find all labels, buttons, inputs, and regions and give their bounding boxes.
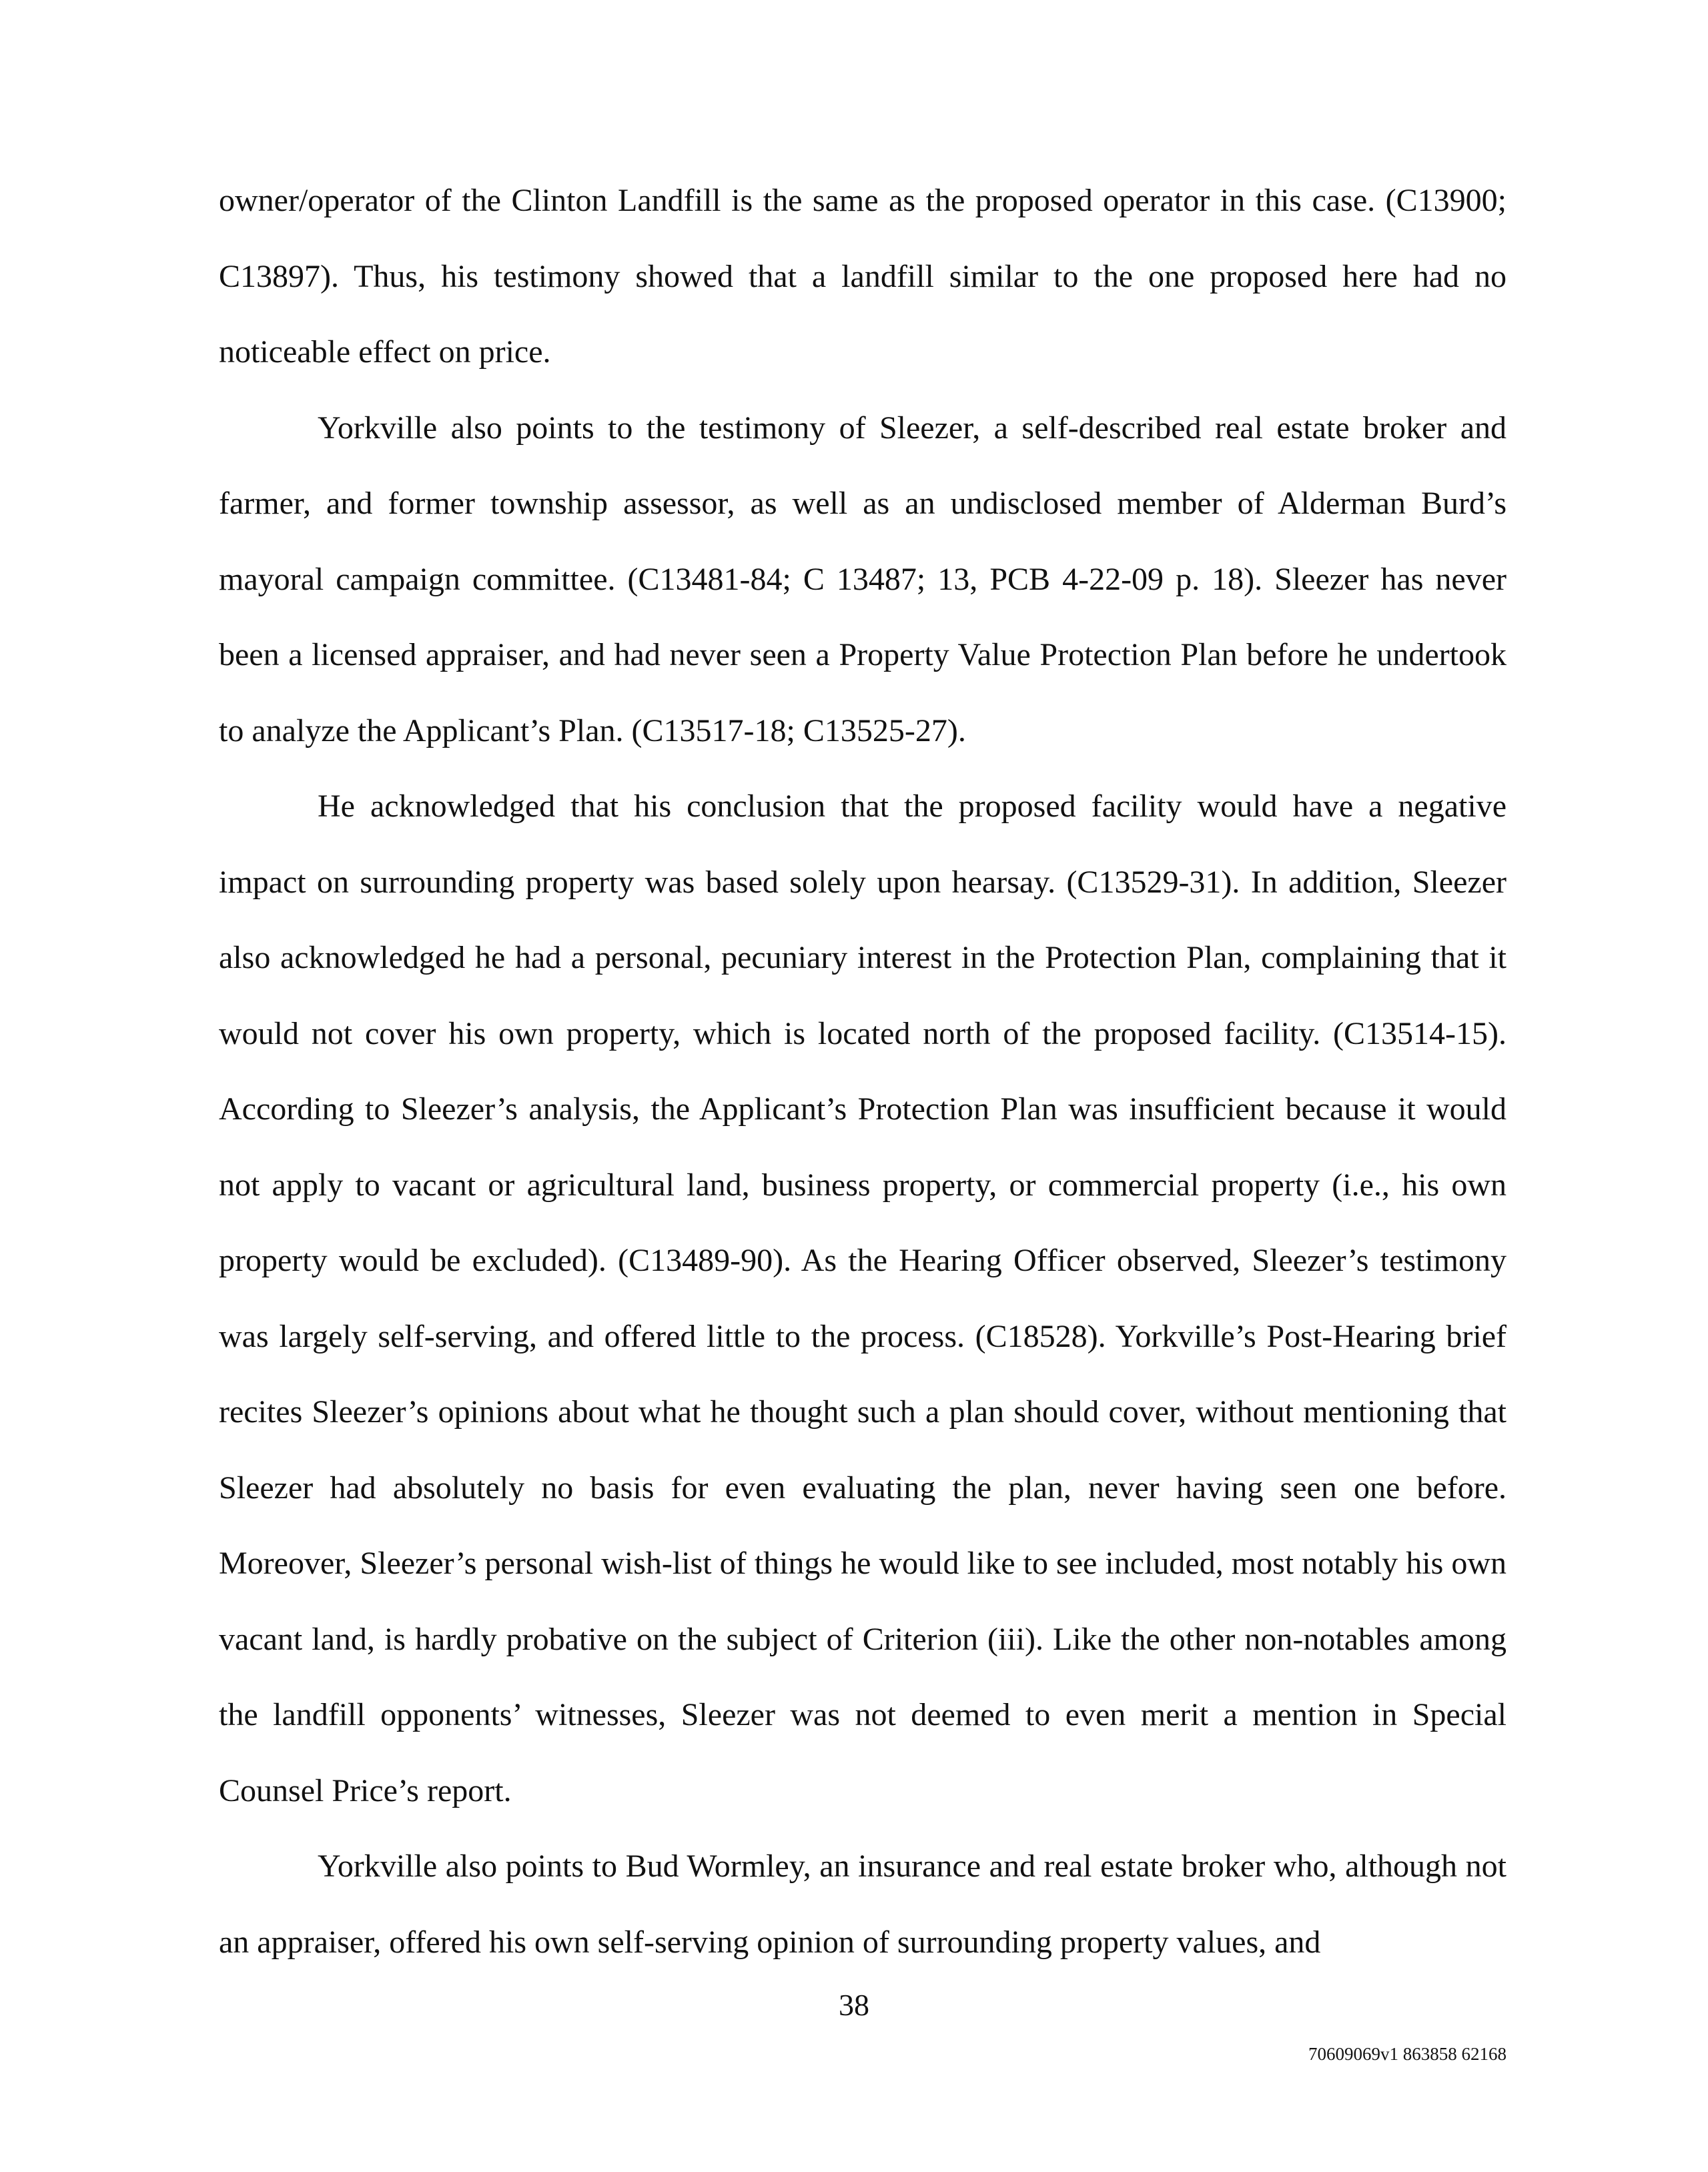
paragraph-sleezer-testimony: Yorkville also points to the testimony of Sleezer, a self-described real estate broker and farmer, and former township assessor, as well as an undisclosed member of Alderman Burd’s mayoral campaign committee. (C13481-84; C 13487; 13, PCB 4-22-09 p. 18). Sleezer has never been a licensed appraiser, and had never seen a Property Value Protection Plan before he undertook to analyze the Applicant’s Plan. (C13517-18; C13525-27).: [219, 410, 1507, 748]
page-number: 38: [839, 1988, 869, 2022]
paragraph-continuation: owner/operator of the Clinton Landfill is the same as the proposed operator in this case. (C13900; C13897). Thus, his testimony showed that a landfill similar to the one proposed here had no noticeable effect on price.: [219, 183, 1507, 370]
paragraph-wormley: Yorkville also points to Bud Wormley, an insurance and real estate broker who, although not an appraiser, offered his own self-serving opinion of surrounding property values, and: [219, 1848, 1507, 1960]
body-text: [219, 163, 1507, 1980]
document-id: 70609069v1 863858 62168: [1308, 2044, 1507, 2064]
paragraph-sleezer-acknowledgment: He acknowledged that his conclusion that the proposed facility would have a negative impact on surrounding property was based solely upon hearsay. (C13529-31). In addition, Sleezer also acknowledged he had a personal, pecuniary interest in the Protection Plan, complaining that it would not cover his own property, which is located north of the proposed facility. (C13514-15). According to Sleezer’s analysis, the Applicant’s Protection Plan was insufficient because it would not apply to vacant or agricultural land, business property, or commercial property (i.e., his own property would be excluded). (C13489-90). As the Hearing Officer observed, Sleezer’s testimony was largely self-serving, and offered little to the process. (C18528). Yorkville’s Post-Hearing brief recites Sleezer’s opinions about what he thought such a plan should cover, without mentioning that Sleezer had absolutely no basis for even evaluating the plan, never having seen one before. Moreover, Sleezer’s personal wish-list of things he would like to see included, most notably his own vacant land, is hardly probative on the subject of Criterion (iii). Like the other non-notables among the landfill opponents’ witnesses, Sleezer was not deemed to even merit a mention in Special Counsel Price’s report.: [219, 788, 1507, 1808]
